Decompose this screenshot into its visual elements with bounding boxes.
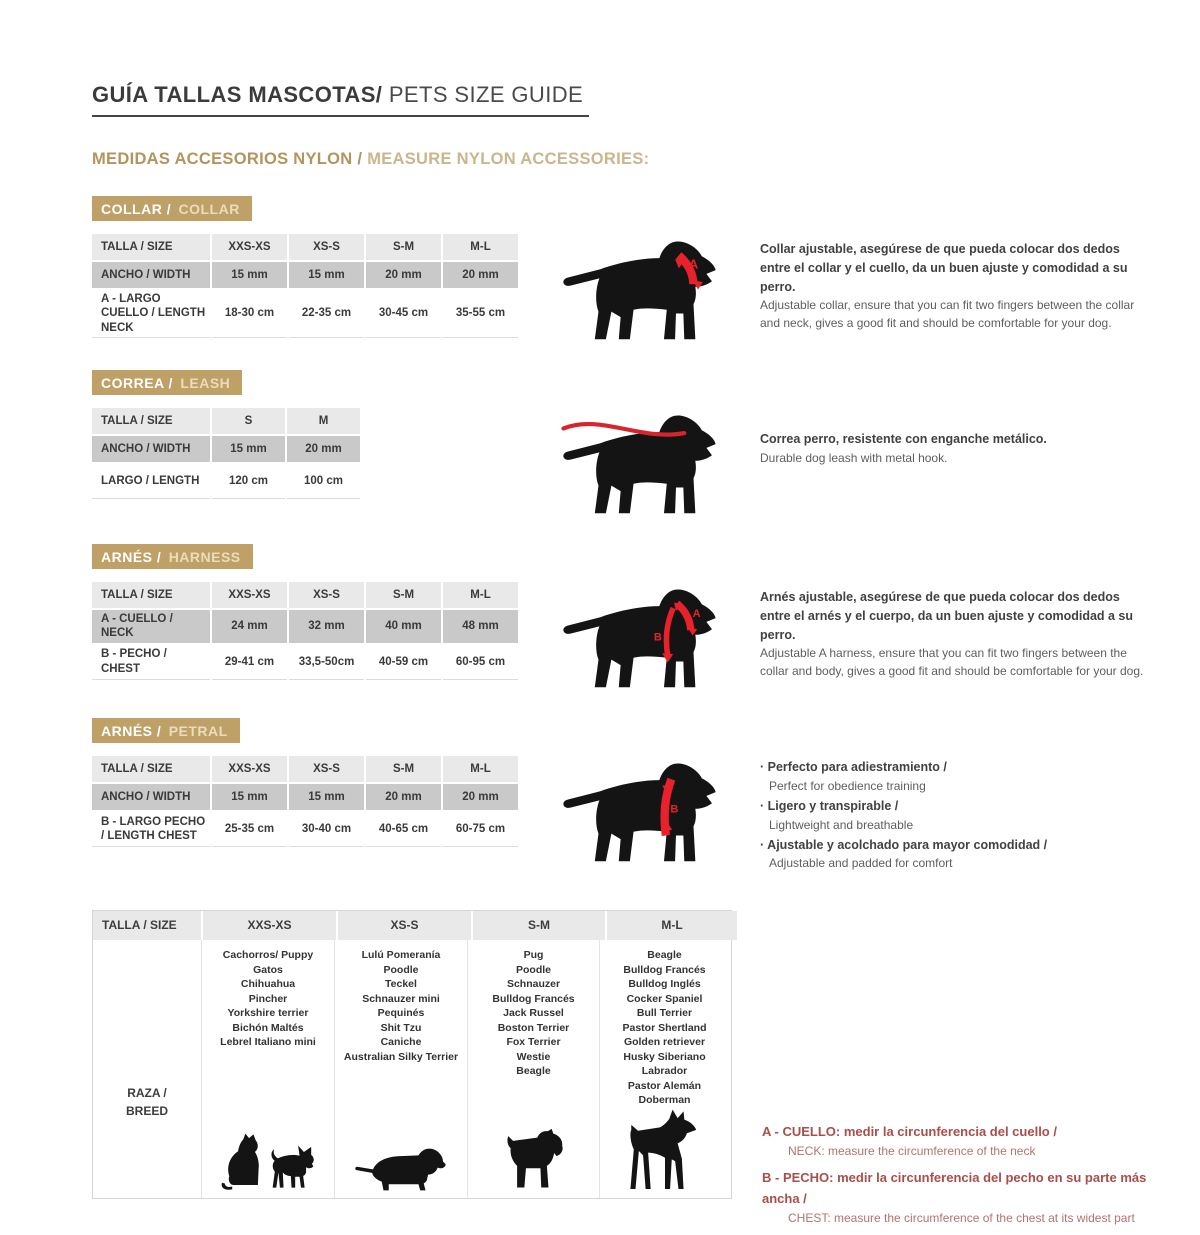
table-cell: 60-75 cm bbox=[443, 812, 518, 846]
collar-description-en: Adjustable collar, ensure that you can fit two fingers between the collar and neck, gives a good fit and should be comfortable for your dog. bbox=[760, 298, 1135, 331]
table-row-label: A - LARGO CUELLO / LENGTH NECK bbox=[92, 290, 210, 337]
breed-column-m-l bbox=[599, 940, 729, 1198]
petral-size-table bbox=[92, 756, 520, 846]
breed-item: Lebrel Italiano mini bbox=[220, 1036, 316, 1049]
table-cell: 40-65 cm bbox=[366, 812, 441, 846]
table-cell: 15 mm bbox=[212, 262, 287, 288]
collar-badge-en: COLLAR bbox=[178, 201, 240, 217]
breed-item: Bulldog Inglés bbox=[628, 978, 701, 991]
petral-feature bbox=[760, 836, 1145, 873]
breed-item: Pastor Shertland bbox=[622, 1021, 707, 1034]
harness-badge bbox=[92, 544, 253, 569]
table-cell: 20 mm bbox=[366, 784, 441, 810]
leash-section bbox=[92, 370, 1160, 517]
table-header-cell: TALLA / SIZE bbox=[92, 756, 210, 782]
table-cell: 48 mm bbox=[443, 610, 518, 643]
page-subtitle bbox=[92, 150, 1160, 169]
petral-badge bbox=[92, 718, 240, 743]
leash-size-table bbox=[92, 408, 520, 498]
table-cell: 32 mm bbox=[289, 610, 364, 643]
page-title-en: PETS SIZE GUIDE bbox=[388, 82, 584, 107]
table-header-cell: TALLA / SIZE bbox=[92, 582, 210, 608]
table-header-cell: XXS-XS bbox=[203, 911, 336, 940]
table-cell: 33,5-50cm bbox=[289, 645, 364, 679]
harness-badge-es: ARNÉS / bbox=[101, 549, 162, 565]
breed-item: Caniche bbox=[380, 1036, 422, 1049]
table-row-label: B - PECHO / CHEST bbox=[92, 645, 210, 679]
table-header-cell: S-M bbox=[366, 234, 441, 260]
breed-item: Pincher bbox=[248, 992, 288, 1005]
leash-description-es: Correa perro, resistente con enganche metálico. bbox=[760, 432, 1047, 446]
breed-row-label-es: RAZA / bbox=[127, 1086, 167, 1100]
table-cell: 24 mm bbox=[212, 610, 287, 643]
chihuahua-silhouette-icon bbox=[269, 1142, 317, 1194]
breed-item: Shit Tzu bbox=[380, 1021, 422, 1034]
table-cell: 15 mm bbox=[212, 784, 287, 810]
breed-item: Poodle bbox=[383, 963, 419, 976]
breed-column-s-m bbox=[467, 940, 599, 1198]
breed-item: Doberman bbox=[638, 1094, 691, 1107]
page-title-es: GUÍA TALLAS MASCOTAS/ bbox=[92, 82, 383, 107]
table-header-cell: M-L bbox=[443, 756, 518, 782]
breed-item: Beagle bbox=[516, 1065, 551, 1078]
petral-feature-en: Perfect for obedience training bbox=[769, 778, 926, 793]
harness-description-en: Adjustable A harness, ensure that you can fit two fingers between the collar and body, gives a good fit and should be comfortable for your dog. bbox=[760, 646, 1144, 679]
table-header-cell: TALLA / SIZE bbox=[93, 911, 201, 940]
breed-item: Schnauzer bbox=[506, 978, 561, 991]
cat-silhouette-icon bbox=[219, 1132, 263, 1194]
leash-badge-es: CORREA / bbox=[101, 375, 173, 391]
harness-badge-en: HARNESS bbox=[168, 549, 241, 565]
table-header-cell: TALLA / SIZE bbox=[92, 234, 210, 260]
table-header-cell: S bbox=[212, 408, 285, 434]
harness-description-es: Arnés ajustable, asegúrese de que pueda colocar dos dedos entre el arnés y el cuerpo, da un buen ajuste y comodidad a su perro. bbox=[760, 590, 1134, 642]
table-header-cell: XS-S bbox=[289, 756, 364, 782]
dog-harness-illustration bbox=[520, 582, 760, 691]
petral-feature-en: Adjustable and padded for comfort bbox=[769, 856, 953, 871]
petral-badge-es: ARNÉS / bbox=[101, 723, 162, 739]
harness-section bbox=[92, 544, 1160, 691]
breed-size-table bbox=[92, 910, 732, 1199]
breed-item: Bichón Maltés bbox=[232, 1021, 304, 1034]
table-header-cell: S-M bbox=[366, 756, 441, 782]
table-cell: 15 mm bbox=[289, 262, 364, 288]
footnote-neck bbox=[762, 1122, 1160, 1160]
footnote-neck-es: A - CUELLO: medir la circunferencia del cuello / bbox=[762, 1124, 1057, 1140]
breed-item: Jack Russel bbox=[503, 1007, 564, 1020]
table-cell: 30-40 cm bbox=[289, 812, 364, 846]
petral-feature-en: Lightweight and breathable bbox=[769, 817, 914, 832]
collar-size-table bbox=[92, 234, 520, 337]
breed-item: Bulldog Francés bbox=[623, 963, 706, 976]
breed-item: Gatos bbox=[253, 963, 283, 976]
table-row-label: A - CUELLO / NECK bbox=[92, 610, 210, 643]
breed-item: Schnauzer mini bbox=[362, 992, 440, 1005]
breed-item: Poodle bbox=[515, 963, 551, 976]
table-row-label: B - LARGO PECHO / LENGTH CHEST bbox=[92, 812, 210, 846]
petral-section bbox=[92, 718, 1160, 874]
collar-badge-es: COLLAR / bbox=[101, 201, 172, 217]
breed-item: Bulldog Francés bbox=[492, 992, 575, 1005]
petral-badge-en: PETRAL bbox=[168, 723, 228, 739]
harness-marker-a: A bbox=[692, 608, 701, 621]
harness-size-table bbox=[92, 582, 520, 679]
table-header-cell: XXS-XS bbox=[212, 582, 287, 608]
table-header-cell: XXS-XS bbox=[212, 234, 287, 260]
breed-item: Chihuahua bbox=[240, 978, 296, 991]
collar-marker-a: A bbox=[688, 256, 699, 272]
table-header-cell: TALLA / SIZE bbox=[92, 408, 210, 434]
petral-feature-es: · Ligero y transpirable / bbox=[760, 797, 1145, 816]
table-cell: 120 cm bbox=[212, 464, 285, 498]
table-header-cell: M bbox=[287, 408, 360, 434]
breed-table-header bbox=[93, 911, 731, 940]
table-header-cell: XXS-XS bbox=[212, 756, 287, 782]
breed-row-label-cell bbox=[93, 940, 201, 1198]
breed-item: Westie bbox=[516, 1050, 551, 1063]
table-cell: 29-41 cm bbox=[212, 645, 287, 679]
petral-feature bbox=[760, 758, 1145, 795]
breed-item: Husky Siberiano bbox=[623, 1050, 706, 1063]
breed-item: Bull Terrier bbox=[636, 1007, 693, 1020]
measurement-footnotes bbox=[762, 1122, 1160, 1234]
table-header-cell: XS-S bbox=[338, 911, 471, 940]
table-header-cell: M-L bbox=[443, 582, 518, 608]
dog-collar-illustration bbox=[520, 234, 760, 343]
table-row-label: LARGO / LENGTH bbox=[92, 464, 210, 498]
breed-item: Beagle bbox=[647, 949, 682, 962]
table-header-cell: XS-S bbox=[289, 234, 364, 260]
table-row-label: ANCHO / WIDTH bbox=[92, 262, 210, 288]
breed-item: Boston Terrier bbox=[497, 1021, 570, 1034]
dachshund-silhouette-icon bbox=[352, 1143, 450, 1194]
breed-item: Pastor Alemán bbox=[627, 1079, 702, 1092]
table-row-label: ANCHO / WIDTH bbox=[92, 436, 210, 462]
leash-badge bbox=[92, 370, 242, 395]
harness-marker-b: B bbox=[653, 631, 662, 644]
breed-list bbox=[492, 948, 574, 1079]
breed-column-xxs-xs bbox=[201, 940, 334, 1198]
collar-badge bbox=[92, 196, 252, 221]
table-cell: 35-55 cm bbox=[443, 290, 518, 337]
breed-list bbox=[344, 948, 458, 1064]
table-cell: 100 cm bbox=[287, 464, 360, 498]
table-cell: 20 mm bbox=[443, 262, 518, 288]
collar-section bbox=[92, 196, 1160, 343]
breed-item: Teckel bbox=[385, 978, 417, 991]
dog-petral-illustration bbox=[520, 756, 760, 865]
page-subtitle-en: MEASURE NYLON ACCESSORIES: bbox=[367, 150, 650, 168]
page-title bbox=[92, 82, 589, 117]
table-cell: 18-30 cm bbox=[212, 290, 287, 337]
table-cell: 20 mm bbox=[287, 436, 360, 462]
collar-description-es: Collar ajustable, asegúrese de que pueda colocar dos dedos entre el collar y el cuello, da un buen ajuste y comodidad a su perro. bbox=[760, 242, 1128, 294]
dog-leash-illustration bbox=[520, 408, 760, 517]
breed-item: Yorkshire terrier bbox=[227, 1007, 309, 1020]
leash-description-en: Durable dog leash with metal hook. bbox=[760, 450, 948, 465]
petral-marker-b: B bbox=[670, 803, 679, 816]
footnote-neck-en: NECK: measure the circumference of the neck bbox=[788, 1144, 1036, 1159]
footnote-chest bbox=[762, 1168, 1160, 1226]
breed-item: Labrador bbox=[641, 1065, 688, 1078]
footnote-chest-es: B - PECHO: medir la circunferencia del pecho en su parte más ancha / bbox=[762, 1170, 1147, 1206]
table-header-cell: XS-S bbox=[289, 582, 364, 608]
breed-list bbox=[220, 948, 316, 1050]
table-row-label: ANCHO / WIDTH bbox=[92, 784, 210, 810]
doberman-silhouette-icon bbox=[621, 1108, 709, 1194]
breed-item: Pug bbox=[523, 949, 544, 962]
breed-item: Cocker Spaniel bbox=[626, 992, 703, 1005]
leash-badge-en: LEASH bbox=[180, 375, 231, 391]
petral-feature-es: · Ajustable y acolchado para mayor comodidad / bbox=[760, 836, 1145, 855]
table-cell: 15 mm bbox=[289, 784, 364, 810]
page-subtitle-es: MEDIDAS ACCESORIOS NYLON / bbox=[92, 150, 363, 168]
table-cell: 15 mm bbox=[212, 436, 285, 462]
breed-item: Fox Terrier bbox=[506, 1036, 561, 1049]
table-cell: 22-35 cm bbox=[289, 290, 364, 337]
table-cell: 60-95 cm bbox=[443, 645, 518, 679]
table-cell: 20 mm bbox=[443, 784, 518, 810]
table-cell: 25-35 cm bbox=[212, 812, 287, 846]
table-header-cell: S-M bbox=[366, 582, 441, 608]
petral-feature bbox=[760, 797, 1145, 834]
breed-table-body bbox=[93, 940, 731, 1198]
breed-column-xs-s bbox=[334, 940, 467, 1198]
table-header-cell: M-L bbox=[443, 234, 518, 260]
breed-item: Golden retriever bbox=[623, 1036, 706, 1049]
petral-feature-es: · Perfecto para adiestramiento / bbox=[760, 758, 1145, 777]
footnote-chest-en: CHEST: measure the circumference of the chest at its widest part bbox=[788, 1210, 1135, 1225]
table-header-cell: S-M bbox=[473, 911, 605, 940]
breed-item: Australian Silky Terrier bbox=[343, 1050, 459, 1063]
table-cell: 40-59 cm bbox=[366, 645, 441, 679]
breed-item: Lulú Pomeranía bbox=[361, 949, 441, 962]
table-cell: 30-45 cm bbox=[366, 290, 441, 337]
table-header-cell: M-L bbox=[607, 911, 737, 940]
breed-list bbox=[622, 948, 706, 1108]
schnauzer-silhouette-icon bbox=[497, 1128, 571, 1194]
table-cell: 40 mm bbox=[366, 610, 441, 643]
breed-row-label-en: BREED bbox=[125, 1104, 168, 1118]
table-cell: 20 mm bbox=[366, 262, 441, 288]
breed-item: Cachorros/ Puppy bbox=[222, 949, 314, 962]
breed-item: Pequinés bbox=[377, 1007, 425, 1020]
